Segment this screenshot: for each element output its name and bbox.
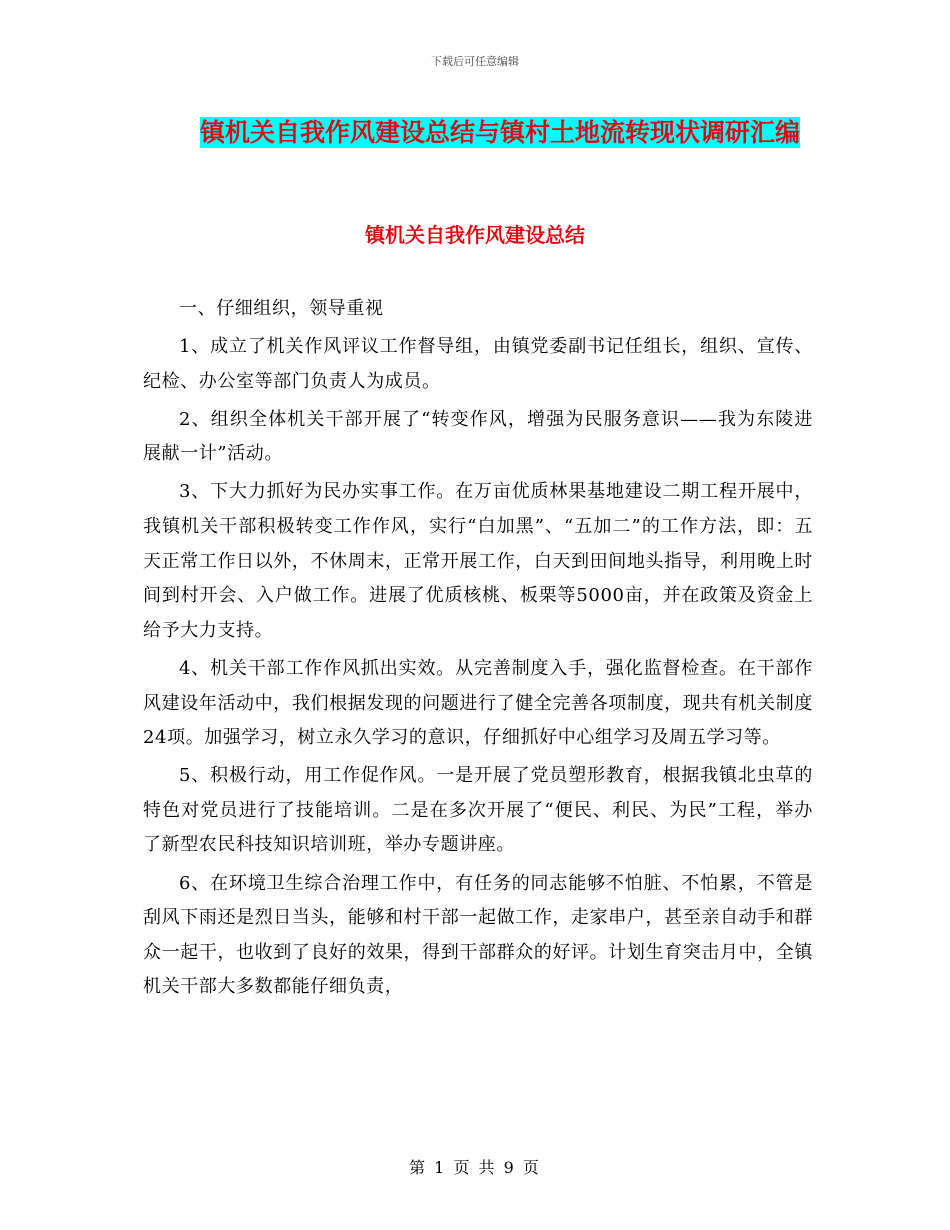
- paragraph: 6、在环境卫生综合治理工作中，有任务的同志能够不怕脏、不怕累，不管是刮风下雨还是烈日当头，能够和村干部一起做工作，走家串户，甚至亲自动手和群众一起干，也收到了良好的效果，得到干部群众的好评。计划生育突击月中，全镇机关干部大多数都能仔细负责，: [143, 872, 813, 998]
- paragraph: 5、积极行动，用工作促作风。一是开展了党员塑形教育，根据我镇北虫草的特色对党员进行了技能培训。二是在多次开展了“便民、利民、为民”工程，举办了新型农民科技知识培训班，举办专题讲座。: [143, 765, 813, 856]
- section-title: 镇机关自我作风建设总结: [365, 223, 585, 247]
- document-title-text: 镇机关自我作风建设总结与镇村土地流转现状调研汇编: [199, 118, 800, 147]
- paragraph: 1、成立了机关作风评议工作督导组，由镇党委副书记任组长，组织、宣传、纪检、办公室等部门负责人为成员。: [143, 336, 813, 392]
- paragraph: 2、组织全体机关干部开展了“转变作风，增强为民服务意识——我为东陵进展献一计”活动。: [143, 408, 813, 465]
- paragraph: 3、下大力抓好为民办实事工作。在万亩优质林果基地建设二期工程开展中，我镇机关干部积极转变工作作风，实行“白加黑”、“五加二”的工作方法，即：五天正常工作日以外，不休周末，正常开展工作，白天到田间地头指导，利用晚上时间到村开会、入户做工作。进展了优质核桃、板栗等5000亩，并在政策及资金上给予大力支持。: [143, 481, 813, 641]
- header-note: 下载后可任意编辑: [431, 55, 519, 68]
- document-title: [190, 112, 810, 154]
- body-text: [143, 292, 813, 1005]
- paragraph: 4、机关干部工作作风抓出实效。从完善制度入手，强化监督检查。在干部作风建设年活动中，我们根据发现的问题进行了健全完善各项制度，现共有机关制度24项。加强学习，树立永久学习的意识，仔细抓好中心组学习及周五学习等。: [143, 657, 813, 749]
- paragraph-heading: 一、仔细组织，领导重视: [179, 298, 384, 319]
- page-footer: 第 1 页 共 9 页: [409, 1158, 541, 1177]
